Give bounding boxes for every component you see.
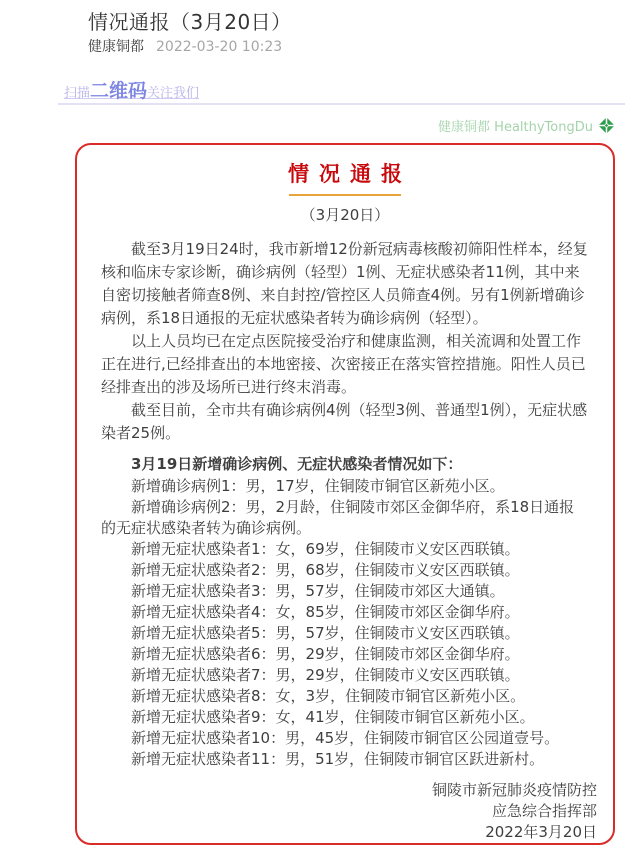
case-line: 新增无症状感染者7：男，29岁，住铜陵市义安区西联镇。 — [131, 666, 520, 684]
signature-block — [101, 780, 597, 843]
title-underline — [289, 194, 401, 196]
case-list-heading: 3月19日新增确诊病例、无症状感染者情况如下： — [131, 455, 463, 473]
paragraph-summary: 截至3月19日24时，我市新增12份新冠病毒核酸初筛阳性样本，经复核和临床专家诊断，确诊病例（轻型）1例、无症状感染者11例，其中来自密切接触者筛查8例、来自封控/管控区人员筛查4例。另有1例新增确诊病例，系18日通报的无症状感染者转为确诊病例（轻型）。 — [101, 240, 588, 327]
case-line: 新增无症状感染者11：男，51岁，住铜陵市铜官区跃进新村。 — [131, 750, 545, 768]
header-divider — [58, 103, 625, 105]
paragraph-measures: 以上人员均已在定点医院接受治疗和健康监测，相关流调和处置工作正在进行,已经排查出的本地密接、次密接正在落实管控措施。阳性人员已经排查出的涉及场所已进行终末消毒。 — [101, 332, 586, 396]
signature-org-line2: 应急综合指挥部 — [491, 802, 597, 820]
publish-timestamp: 2022-03-20 10:23 — [156, 39, 283, 55]
case-line: 新增无症状感染者4：女，85岁，住铜陵市郊区金御华府。 — [131, 603, 520, 621]
case-line: 新增确诊病例2：男，2月龄，住铜陵市郊区金御华府，系18日通报的无症状感染者转为确诊病例。 — [101, 498, 575, 537]
follow-qr-link[interactable] — [64, 76, 199, 103]
brand-label: 健康铜都 HealthyTongDu — [438, 120, 593, 135]
notice-date: （3月20日） — [300, 206, 390, 224]
byline — [88, 36, 282, 56]
case-line: 新增确诊病例1：男，17岁，住铜陵市铜官区新苑小区。 — [131, 477, 505, 495]
paragraph-totals: 截至目前，全市共有确诊病例4例（轻型3例、普通型1例），无症状感染者25例。 — [101, 401, 588, 442]
case-line: 新增无症状感染者8：女，3岁，住铜陵市铜官区新苑小区。 — [131, 687, 526, 705]
notice-card — [75, 143, 615, 845]
case-line: 新增无症状感染者10：男，45岁，住铜陵市铜官区公园道壹号。 — [131, 729, 560, 747]
follow-link-suffix: 关注我们 — [147, 86, 200, 101]
signature-org-line1: 铜陵市新冠肺炎疫情防控 — [431, 781, 597, 799]
brand-watermark — [438, 116, 615, 135]
follow-link-qr-text: 二维码 — [90, 80, 148, 102]
case-line: 新增无症状感染者2：男，68岁，住铜陵市义安区西联镇。 — [131, 561, 520, 579]
case-line: 新增无症状感染者9：女，41岁，住铜陵市铜官区新苑小区。 — [131, 708, 535, 726]
case-line: 新增无症状感染者3：男，57岁，住铜陵市郊区大通镇。 — [131, 582, 505, 600]
green-diamond-logo-icon — [598, 117, 615, 134]
notice-body — [101, 238, 597, 843]
case-line: 新增无症状感染者5：男，57岁，住铜陵市义安区西联镇。 — [131, 624, 520, 642]
case-line: 新增无症状感染者1：女，69岁，住铜陵市义安区西联镇。 — [131, 540, 520, 558]
account-name[interactable]: 健康铜都 — [88, 39, 144, 55]
notice-title: 情况通报 — [288, 162, 412, 186]
case-line: 新增无症状感染者6：男，29岁，住铜陵市郊区金御华府。 — [131, 645, 520, 663]
signature-date: 2022年3月20日 — [485, 823, 597, 841]
page-title: 情况通报（3月20日） — [88, 10, 292, 34]
follow-link-prefix: 扫描 — [64, 86, 91, 101]
